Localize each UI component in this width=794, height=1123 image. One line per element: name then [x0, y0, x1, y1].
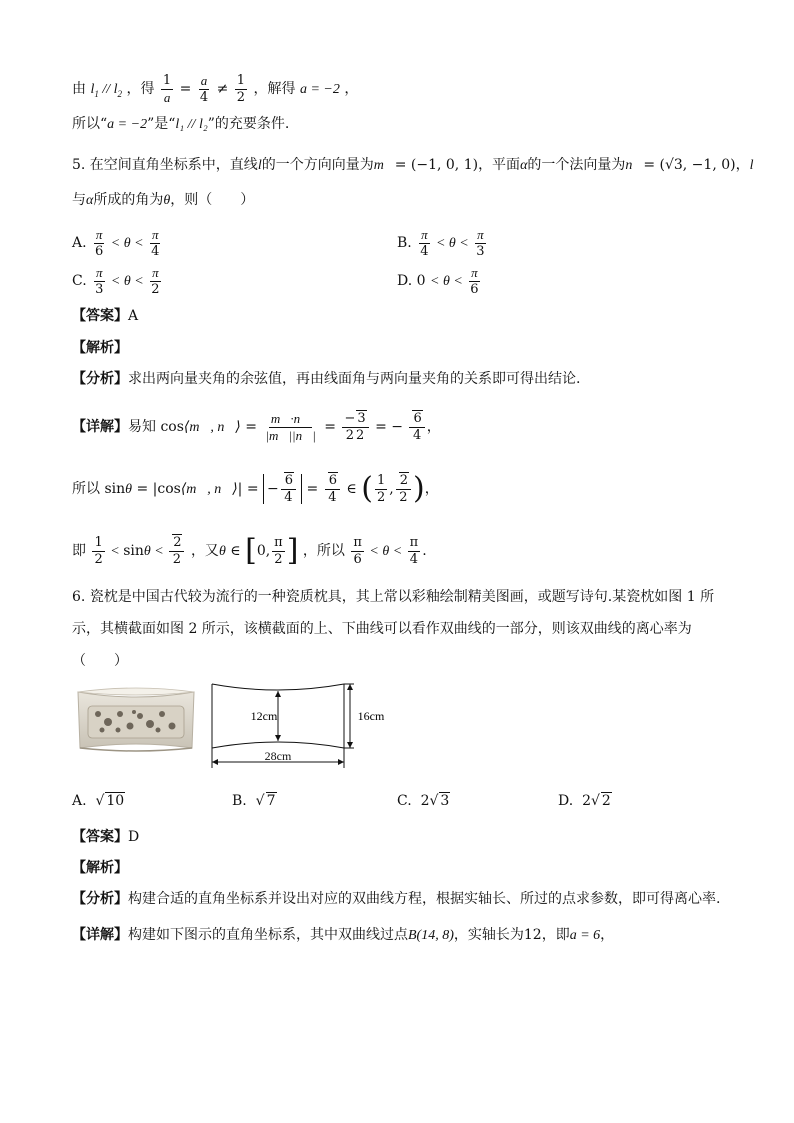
detail-label: 【详解】: [72, 419, 128, 436]
q5-answer: [72, 309, 138, 323]
point-b: B(14, 8): [408, 928, 454, 943]
text: ，: [600, 927, 615, 943]
cross-section-diagram: [208, 678, 388, 770]
q5-detail-line-3: 即 $\frac{1}{2}$ < sinθ < $\frac{2}{2}$ ，又θ ∈ [0, $\frac{\pi}{2}$ ] ，所以 $\frac{\pi}{6}$ < θ < $\frac{\pi}{4}$ .: [72, 533, 427, 569]
answer-value: A: [128, 308, 139, 324]
option-letter: D.: [397, 273, 413, 290]
label-12cm: 12cm: [250, 709, 278, 723]
q6-fenxi: [72, 892, 720, 906]
relation-formula: l₁ // l₂: [175, 117, 208, 132]
option-letter: A.: [72, 793, 87, 809]
option-letter: B.: [397, 235, 412, 252]
label-16cm: 16cm: [357, 709, 385, 723]
fraction-1-over-a: $\frac{1}{a}$: [162, 73, 172, 105]
detail-label: 【详解】: [72, 927, 128, 943]
answer-label: 【答案】: [72, 829, 128, 845]
vector-m: m⃗: [373, 158, 395, 173]
option-letter: C.: [397, 793, 412, 809]
text: ，: [735, 157, 750, 173]
fraction-1-over-2: $\frac{1}{2}$: [236, 73, 246, 105]
q5-option-b: B. $\frac{\pi}{4}$ < θ < $\frac{\pi}{3}$: [397, 227, 485, 259]
text: ，所以: [302, 543, 345, 560]
fraction-a-over-4: $\frac{a}{4}$: [199, 73, 209, 105]
option-letter: C.: [72, 273, 87, 290]
vector-n: n⃗: [625, 158, 644, 173]
q5-analysis-label: [72, 341, 128, 355]
solution-line-2: [72, 117, 289, 132]
text: 的一个方向向量为: [261, 157, 374, 173]
q5-detail-line-1: 【详解】易知 cos⟨m⃗, n⃗⟩ = $\frac{m⃗\cdot n⃗}{|m⃗||n⃗|}$ = $\frac{- 3}{2 2}$ = − $\frac{6}{4}$ ，: [72, 411, 441, 443]
vector-m-value: = (−1, 0, 1): [394, 157, 479, 173]
answer-label: 【答案】: [72, 308, 128, 324]
formula-a-eq-6: a = 6: [569, 928, 601, 943]
analysis-label: 【解析】: [72, 340, 128, 356]
answer-value: D: [128, 829, 140, 845]
vector-n-value: = (√3, −1, 0): [643, 157, 736, 173]
text: 易知: [128, 419, 156, 436]
q6-option-d: D. 2√ 2: [558, 793, 611, 809]
text: 由: [72, 81, 86, 98]
q6-option-c: C. 2√ 3: [397, 793, 450, 809]
text: ”是“: [147, 116, 176, 132]
fenxi-text: 构建合适的直角坐标系并设出对应的双曲线方程，根据实轴长、所过的点求参数，即可得离心率.: [128, 891, 721, 907]
text: ，则（ ）: [170, 192, 255, 208]
text: 即: [72, 543, 86, 560]
text: ，又: [190, 543, 219, 560]
text: ，实轴长为: [453, 927, 524, 943]
text: 的一个法向量为: [527, 157, 626, 173]
text: ，平面: [478, 157, 521, 173]
option-letter: B.: [232, 793, 247, 809]
text: 与: [72, 192, 86, 208]
q6-option-a: A. √ 10: [72, 793, 125, 809]
fenxi-label: 【分析】: [72, 371, 128, 387]
fenxi-text: 求出两向量夹角的余弦值，再由线面角与两向量夹角的关系即可得出结论.: [128, 371, 581, 387]
q5-detail-line-2: 所以 sinθ = |cos⟨m⃗, n⃗⟩| = − $\frac{6}{4}$ = $\frac{6}{4}$ ∈ ( $\frac{1}{2}$ , $\frac{2}{2}$ )，: [72, 471, 439, 507]
condition-formula: a = −2: [107, 117, 148, 132]
label-28cm: 28cm: [264, 749, 292, 763]
number: 12: [523, 927, 542, 943]
formula-a-eq-neg2: a = −2: [299, 82, 340, 98]
q6-detail: [72, 928, 614, 943]
q5-option-d: D. 0 < θ < $\frac{\pi}{6}$: [397, 265, 479, 297]
q5-fenxi: [72, 372, 580, 386]
text: 所以“: [72, 116, 108, 132]
text: ，解得: [253, 81, 296, 98]
text: ，: [344, 81, 359, 98]
text: 5. 在空间直角坐标系中，直线: [72, 157, 258, 173]
analysis-label: 【解析】: [72, 860, 128, 876]
option-letter: D.: [558, 793, 574, 809]
solution-line-1: 由 $l_1 // l_2$ ，得 $\frac{1}{a}$ = $\frac{a}{4}$ ≠ $\frac{1}{2}$ ，解得 a = −2 ，: [72, 73, 359, 105]
text: 所成的角为: [93, 192, 164, 208]
q6-option-b: B. √ 7: [232, 793, 276, 809]
formula-l1-parallel-l2: $l_1 // l_2$: [90, 82, 123, 99]
text: 构建如下图示的直角坐标系，其中双曲线过点: [128, 927, 408, 943]
q6-analysis-label: [72, 861, 128, 875]
q6-stem-line-3: （ ）: [72, 653, 128, 669]
porcelain-pillow-photo: [74, 684, 198, 756]
text: ”的充要条件.: [207, 116, 290, 132]
q5-stem-line-1: 5. 在空间直角坐标系中，直线l的一个方向向量为m⃗= (−1, 0, 1)，平面α的一个法向量为n⃗= (√3, −1, 0)，l: [72, 157, 754, 173]
q5-stem-line-2: 与α所成的角为θ，则（ ）: [72, 192, 255, 208]
text: 所以: [72, 481, 100, 498]
q6-answer: [72, 830, 139, 844]
text: ，得: [126, 81, 155, 98]
q6-stem-line-2: 示，其横截面如图 2 所示，该横截面的上、下曲线可以看作双曲线的一部分，则该双曲线的离心率为: [72, 621, 692, 637]
q5-option-a: A. $\frac{\pi}{6}$ < θ < $\frac{\pi}{4}$: [72, 227, 160, 259]
text: ，即: [541, 927, 570, 943]
q5-option-c: C. $\frac{\pi}{3}$ < θ < $\frac{\pi}{2}$: [72, 265, 160, 297]
q6-stem-line-1: 6. 瓷枕是中国古代较为流行的一种瓷质枕具，其上常以彩釉绘制精美图画，或题写诗句.某瓷枕如图 1 所: [72, 589, 715, 605]
fenxi-label: 【分析】: [72, 891, 128, 907]
option-letter: A.: [72, 235, 87, 252]
